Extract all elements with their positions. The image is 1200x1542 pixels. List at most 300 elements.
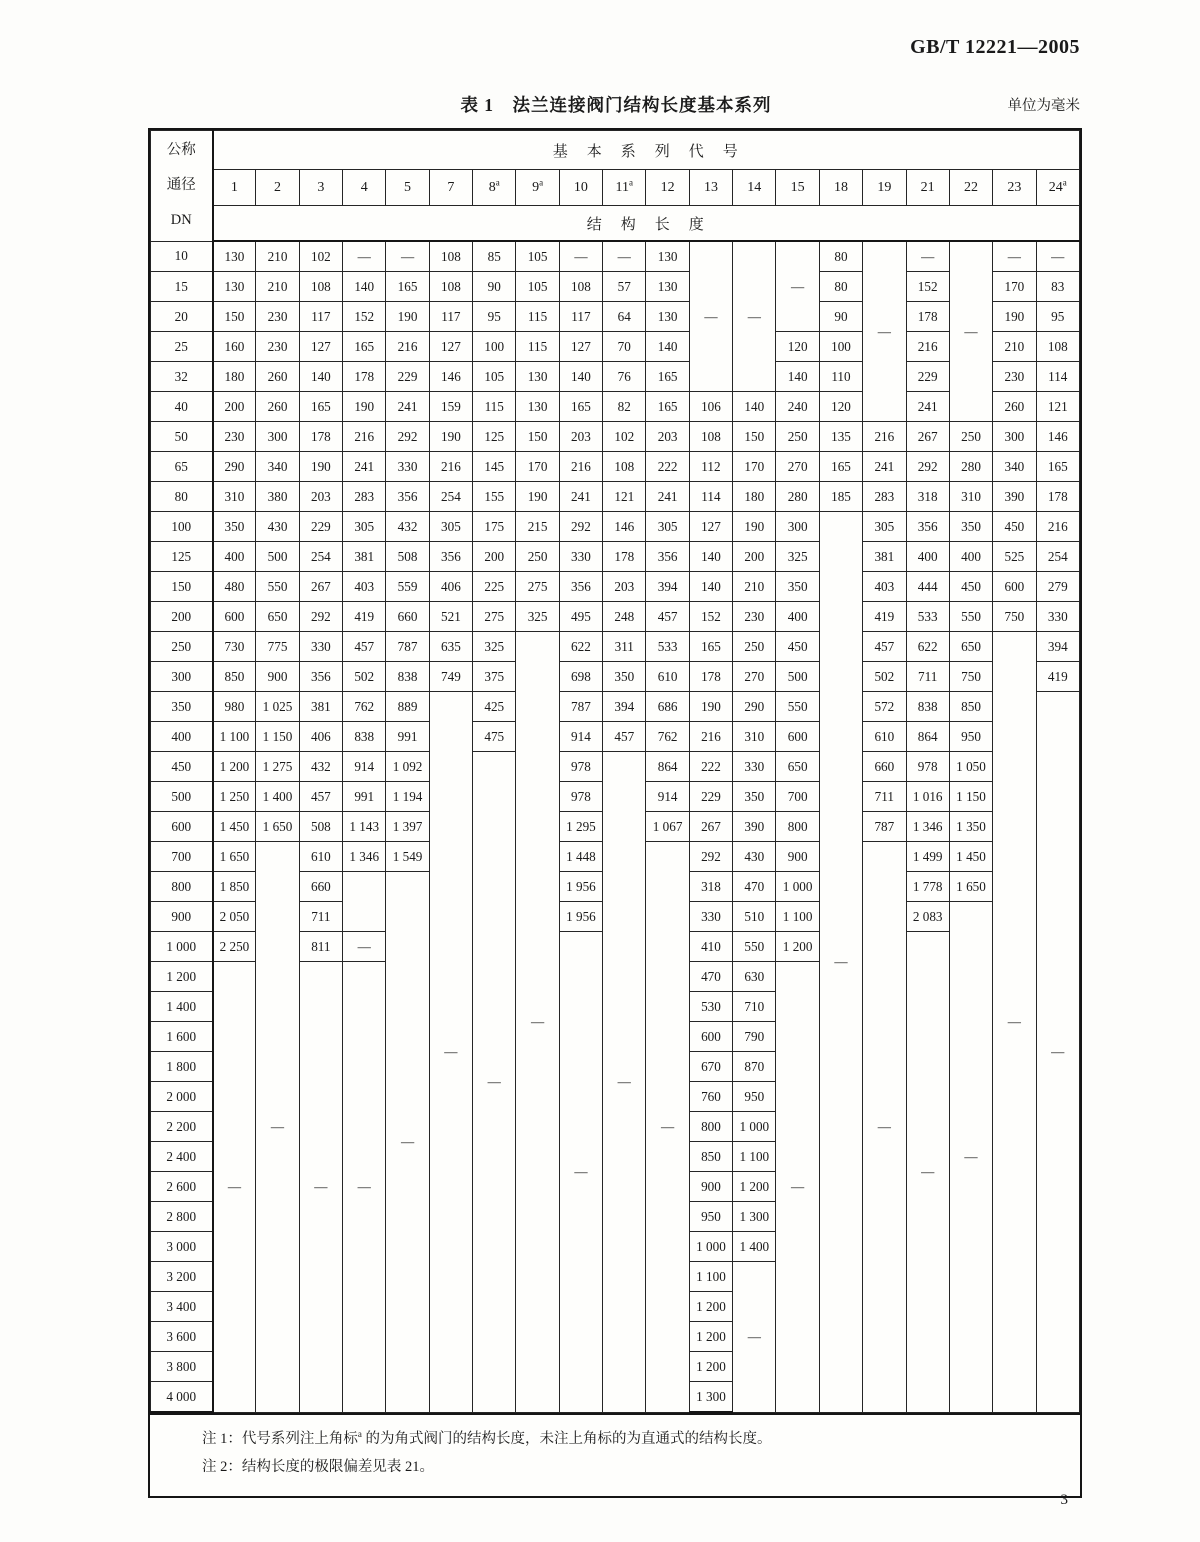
length-cell: 310 (213, 482, 256, 512)
length-cell: 292 (299, 602, 342, 632)
length-cell: 254 (1036, 542, 1079, 572)
length-cell: 325 (516, 602, 559, 632)
length-cell: 403 (343, 572, 386, 602)
length-cell: 450 (993, 512, 1036, 542)
series-code-14: 14 (733, 170, 776, 206)
length-cell: 318 (689, 872, 732, 902)
length-cell: 330 (299, 632, 342, 662)
table-frame (148, 128, 1082, 1498)
length-cell: 980 (213, 692, 256, 722)
length-cell: 978 (559, 782, 602, 812)
length-cell: 900 (256, 662, 299, 692)
dn-cell: 450 (151, 752, 213, 782)
length-cell: 229 (906, 362, 949, 392)
length-cell: 635 (429, 632, 472, 662)
length-cell: 1 200 (213, 752, 256, 782)
length-cell: 121 (603, 482, 646, 512)
note-1 (202, 1425, 1066, 1453)
length-cell: 356 (429, 542, 472, 572)
length-cell: 390 (733, 812, 776, 842)
dn-cell: 3 000 (151, 1232, 213, 1262)
length-cell: 150 (733, 422, 776, 452)
length-cell: 572 (863, 692, 906, 722)
dn-cell: 3 400 (151, 1292, 213, 1322)
length-cell: 1 200 (689, 1352, 732, 1382)
table-row (151, 692, 1080, 722)
length-cell: 698 (559, 662, 602, 692)
length-cell: 229 (386, 362, 429, 392)
series-code-22: 22 (949, 170, 992, 206)
length-cell: 130 (646, 241, 689, 272)
dn-corner-line-2: 通径 (166, 177, 196, 194)
length-cell: 325 (776, 542, 819, 572)
length-cell: 1 016 (906, 782, 949, 812)
series-code-1: 1 (213, 170, 256, 206)
length-cell: 1 200 (689, 1322, 732, 1352)
length-cell: — (213, 962, 256, 1413)
length-cell: — (559, 932, 602, 1413)
length-cell: 350 (213, 512, 256, 542)
length-cell: — (993, 632, 1036, 1413)
length-cell: 140 (646, 332, 689, 362)
length-cell: 117 (299, 302, 342, 332)
length-cell: 275 (516, 572, 559, 602)
length-cell: 600 (213, 602, 256, 632)
dn-cell: 1 000 (151, 932, 213, 962)
length-cell: 95 (1036, 302, 1079, 332)
length-cell: 1 200 (733, 1172, 776, 1202)
length-cell: — (343, 932, 386, 962)
length-cell: 950 (689, 1202, 732, 1232)
length-cell: 180 (213, 362, 256, 392)
dn-cell: 32 (151, 362, 213, 392)
length-cell: 550 (256, 572, 299, 602)
dn-cell: 350 (151, 692, 213, 722)
length-cell: — (733, 241, 776, 392)
series-code-15: 15 (776, 170, 819, 206)
length-cell: 190 (343, 392, 386, 422)
length-cell: 470 (689, 962, 732, 992)
length-cell: 1 350 (949, 812, 992, 842)
length-cell: 410 (689, 932, 732, 962)
length-cell: 90 (819, 302, 862, 332)
length-cell: 1 650 (949, 872, 992, 902)
length-cell: 1 275 (256, 752, 299, 782)
length-cell: 790 (733, 1022, 776, 1052)
length-cell: 165 (819, 452, 862, 482)
length-cell: 622 (559, 632, 602, 662)
length-cell: 250 (733, 632, 776, 662)
length-cell: 170 (993, 272, 1036, 302)
length-cell: 83 (1036, 272, 1079, 302)
table-body (151, 241, 1080, 1412)
length-cell: 216 (559, 452, 602, 482)
length-cell: 390 (993, 482, 1036, 512)
length-cell: 762 (646, 722, 689, 752)
length-cell: 610 (863, 722, 906, 752)
length-cell: 165 (1036, 452, 1079, 482)
length-cell: 80 (819, 272, 862, 302)
length-cell: 305 (863, 512, 906, 542)
length-cell: 2 050 (213, 902, 256, 932)
length-cell: 140 (689, 572, 732, 602)
length-cell: 140 (776, 362, 819, 392)
length-cell: 146 (429, 362, 472, 392)
length-cell: 155 (473, 482, 516, 512)
length-cell: 229 (299, 512, 342, 542)
length-cell: 660 (386, 602, 429, 632)
length-cell: 178 (299, 422, 342, 452)
length-cell: 230 (733, 602, 776, 632)
length-cell: 1 100 (776, 902, 819, 932)
table-row (151, 722, 1080, 752)
length-cell: 610 (299, 842, 342, 872)
length-cell: 292 (906, 452, 949, 482)
length-cell: — (993, 241, 1036, 272)
dn-cell: 500 (151, 782, 213, 812)
length-cell: 850 (949, 692, 992, 722)
length-cell: 210 (733, 572, 776, 602)
length-cell: 330 (386, 452, 429, 482)
length-cell: 80 (819, 241, 862, 272)
length-cell: 165 (386, 272, 429, 302)
length-cell: 811 (299, 932, 342, 962)
length-cell: 165 (559, 392, 602, 422)
length-cell: 300 (776, 512, 819, 542)
length-cell: — (343, 241, 386, 272)
length-cell: 130 (516, 392, 559, 422)
length-cell: 241 (646, 482, 689, 512)
length-cell: — (603, 241, 646, 272)
length-cell: 115 (473, 392, 516, 422)
length-cell: 203 (299, 482, 342, 512)
standard-code: GB/T 12221—2005 (910, 36, 1080, 58)
length-cell: 508 (299, 812, 342, 842)
length-cell: 1 050 (949, 752, 992, 782)
dn-cell: 100 (151, 512, 213, 542)
length-cell: 1 100 (213, 722, 256, 752)
length-cell: 248 (603, 602, 646, 632)
length-cell: 90 (473, 272, 516, 302)
length-cell: 787 (386, 632, 429, 662)
length-cell: — (776, 241, 819, 332)
length-cell: 120 (776, 332, 819, 362)
length-cell: 1 397 (386, 812, 429, 842)
length-cell: 250 (776, 422, 819, 452)
length-cell: — (863, 241, 906, 422)
length-cell: 102 (299, 241, 342, 272)
length-cell: 600 (689, 1022, 732, 1052)
length-cell: 870 (733, 1052, 776, 1082)
length-cell: 450 (776, 632, 819, 662)
length-cell: 283 (863, 482, 906, 512)
length-cell: 110 (819, 362, 862, 392)
length-cell (343, 872, 386, 932)
dimension-table (150, 130, 1080, 1413)
length-cell: 700 (776, 782, 819, 812)
length-cell: 660 (863, 752, 906, 782)
length-cell: 1 778 (906, 872, 949, 902)
length-cell: 165 (646, 392, 689, 422)
dn-cell: 2 600 (151, 1172, 213, 1202)
length-cell: 381 (299, 692, 342, 722)
length-cell: 310 (949, 482, 992, 512)
length-cell: 864 (906, 722, 949, 752)
length-cell: 140 (733, 392, 776, 422)
length-cell: — (343, 962, 386, 1413)
length-cell: 190 (386, 302, 429, 332)
length-cell: 1 092 (386, 752, 429, 782)
length-cell: 1 346 (343, 842, 386, 872)
length-cell: 330 (559, 542, 602, 572)
dn-cell: 125 (151, 542, 213, 572)
length-cell: 559 (386, 572, 429, 602)
series-code-13: 13 (689, 170, 732, 206)
length-cell: 508 (386, 542, 429, 572)
length-cell: 711 (299, 902, 342, 932)
length-cell: 350 (603, 662, 646, 692)
length-cell: 127 (559, 332, 602, 362)
series-code-3: 3 (299, 170, 342, 206)
length-cell: 283 (343, 482, 386, 512)
series-code-5: 5 (386, 170, 429, 206)
length-cell: 2 250 (213, 932, 256, 962)
length-cell: — (906, 932, 949, 1413)
length-cell: 270 (776, 452, 819, 482)
length-cell: 267 (906, 422, 949, 452)
length-cell: 140 (689, 542, 732, 572)
length-cell: 230 (256, 332, 299, 362)
table-row (151, 572, 1080, 602)
table-row (151, 241, 1080, 272)
length-cell: 175 (473, 512, 516, 542)
length-cell: 260 (256, 392, 299, 422)
header-row-codes (151, 170, 1080, 206)
length-cell: 114 (1036, 362, 1079, 392)
dn-corner-cell (151, 131, 213, 242)
length-cell: 130 (646, 302, 689, 332)
length-cell: 190 (733, 512, 776, 542)
length-cell: 210 (993, 332, 1036, 362)
length-cell: 241 (559, 482, 602, 512)
length-cell: 510 (733, 902, 776, 932)
length-cell: 275 (473, 602, 516, 632)
length-cell: — (1036, 241, 1079, 272)
length-cell: 222 (646, 452, 689, 482)
dn-cell: 250 (151, 632, 213, 662)
length-cell: 1 300 (733, 1202, 776, 1232)
table-row (151, 512, 1080, 542)
length-cell: 305 (646, 512, 689, 542)
length-cell: 310 (733, 722, 776, 752)
length-cell: 165 (343, 332, 386, 362)
length-cell: 292 (386, 422, 429, 452)
length-cell: 1 549 (386, 842, 429, 872)
length-cell: 170 (516, 452, 559, 482)
length-cell: 150 (213, 302, 256, 332)
length-cell: 425 (473, 692, 516, 722)
length-cell: 350 (733, 782, 776, 812)
length-cell: 430 (256, 512, 299, 542)
length-cell: 241 (906, 392, 949, 422)
length-cell: 108 (603, 452, 646, 482)
length-cell: 686 (646, 692, 689, 722)
length-cell: 64 (603, 302, 646, 332)
length-cell: 108 (559, 272, 602, 302)
length-cell: 1 000 (689, 1232, 732, 1262)
length-cell: 394 (603, 692, 646, 722)
length-cell: — (386, 872, 429, 1413)
length-cell: 130 (516, 362, 559, 392)
length-cell: 210 (256, 272, 299, 302)
length-cell: 550 (776, 692, 819, 722)
series-code-23: 23 (993, 170, 1036, 206)
length-cell: 178 (603, 542, 646, 572)
series-code-24: 24$^a$ (1036, 170, 1079, 206)
length-cell: — (689, 241, 732, 392)
superscript-a: a (539, 176, 544, 187)
length-cell: 1 499 (906, 842, 949, 872)
length-cell: 254 (429, 482, 472, 512)
length-cell: 140 (343, 272, 386, 302)
length-cell: 457 (646, 602, 689, 632)
dn-cell: 2 000 (151, 1082, 213, 1112)
length-cell: 521 (429, 602, 472, 632)
length-cell: 108 (1036, 332, 1079, 362)
sub-header-cell: 结 构 长 度 (213, 206, 1080, 242)
series-code-9: 9$^a$ (516, 170, 559, 206)
length-cell: 340 (993, 452, 1036, 482)
length-cell: 240 (776, 392, 819, 422)
length-cell: 864 (646, 752, 689, 782)
length-cell: 978 (906, 752, 949, 782)
dn-corner-line-1: 公称 (166, 142, 196, 159)
table-notes (150, 1413, 1080, 1496)
length-cell: 190 (429, 422, 472, 452)
page-number: 3 (1060, 1492, 1068, 1508)
series-code-10: 10 (559, 170, 602, 206)
length-cell: 1 100 (689, 1262, 732, 1292)
length-cell: 260 (256, 362, 299, 392)
length-cell: 279 (1036, 572, 1079, 602)
length-cell: 200 (733, 542, 776, 572)
length-cell: 190 (689, 692, 732, 722)
length-cell: 216 (343, 422, 386, 452)
length-cell: 914 (343, 752, 386, 782)
length-cell: 76 (603, 362, 646, 392)
length-cell: 480 (213, 572, 256, 602)
length-cell: 356 (906, 512, 949, 542)
length-cell: 215 (516, 512, 559, 542)
length-cell: 254 (299, 542, 342, 572)
length-cell: 533 (646, 632, 689, 662)
length-cell: 914 (559, 722, 602, 752)
length-cell: 305 (343, 512, 386, 542)
table-row (151, 452, 1080, 482)
length-cell: 838 (386, 662, 429, 692)
length-cell: 267 (689, 812, 732, 842)
length-cell: 105 (473, 362, 516, 392)
length-cell: 381 (863, 542, 906, 572)
length-cell: 203 (603, 572, 646, 602)
length-cell: 230 (213, 422, 256, 452)
length-cell: 610 (646, 662, 689, 692)
length-cell: 1 000 (733, 1112, 776, 1142)
length-cell: 1 100 (733, 1142, 776, 1172)
length-cell: 120 (819, 392, 862, 422)
dn-cell: 1 200 (151, 962, 213, 992)
length-cell: 241 (863, 452, 906, 482)
length-cell: 600 (993, 572, 1036, 602)
length-cell: 622 (906, 632, 949, 662)
length-cell: 533 (906, 602, 949, 632)
dn-cell: 10 (151, 241, 213, 272)
table-row (151, 332, 1080, 362)
length-cell: 200 (213, 392, 256, 422)
length-cell: 749 (429, 662, 472, 692)
length-cell: 1 400 (256, 782, 299, 812)
length-cell: 241 (343, 452, 386, 482)
length-cell: 1 300 (689, 1382, 732, 1413)
note-2: 注 2：结构长度的极限偏差见表 21。 (202, 1459, 434, 1476)
length-cell: 950 (733, 1082, 776, 1112)
length-cell: 356 (646, 542, 689, 572)
length-cell: 178 (343, 362, 386, 392)
length-cell: 650 (256, 602, 299, 632)
length-cell: 292 (689, 842, 732, 872)
length-cell: 241 (386, 392, 429, 422)
note-1-superscript: a (357, 1429, 362, 1440)
dn-cell: 65 (151, 452, 213, 482)
table-row (151, 392, 1080, 422)
length-cell: 419 (863, 602, 906, 632)
length-cell: 500 (256, 542, 299, 572)
length-cell: 178 (689, 662, 732, 692)
length-cell: 394 (646, 572, 689, 602)
superscript-a: a (495, 176, 500, 187)
length-cell: 978 (559, 752, 602, 782)
length-cell: — (733, 1262, 776, 1413)
length-cell: 85 (473, 241, 516, 272)
length-cell: 216 (863, 422, 906, 452)
length-cell: 457 (343, 632, 386, 662)
length-cell: 991 (343, 782, 386, 812)
dn-cell: 2 400 (151, 1142, 213, 1172)
length-cell: 350 (949, 512, 992, 542)
length-cell: 178 (1036, 482, 1079, 512)
dn-cell: 700 (151, 842, 213, 872)
length-cell: 229 (689, 782, 732, 812)
length-cell: 267 (299, 572, 342, 602)
length-cell: 165 (689, 632, 732, 662)
dn-cell: 25 (151, 332, 213, 362)
length-cell: 340 (256, 452, 299, 482)
length-cell: 787 (863, 812, 906, 842)
dn-cell: 3 200 (151, 1262, 213, 1292)
length-cell: 406 (429, 572, 472, 602)
length-cell: 305 (429, 512, 472, 542)
length-cell: — (603, 752, 646, 1413)
length-cell: 403 (863, 572, 906, 602)
table-row (151, 422, 1080, 452)
superscript-a: a (1062, 176, 1067, 187)
note-1-text-cont: 的为角式阀门的结构长度，未注上角标的为直通式的结构长度。 (361, 1431, 772, 1447)
series-code-21: 21 (906, 170, 949, 206)
length-cell: 105 (516, 272, 559, 302)
length-cell: 1 025 (256, 692, 299, 722)
header-row-group (151, 131, 1080, 170)
length-cell: 444 (906, 572, 949, 602)
